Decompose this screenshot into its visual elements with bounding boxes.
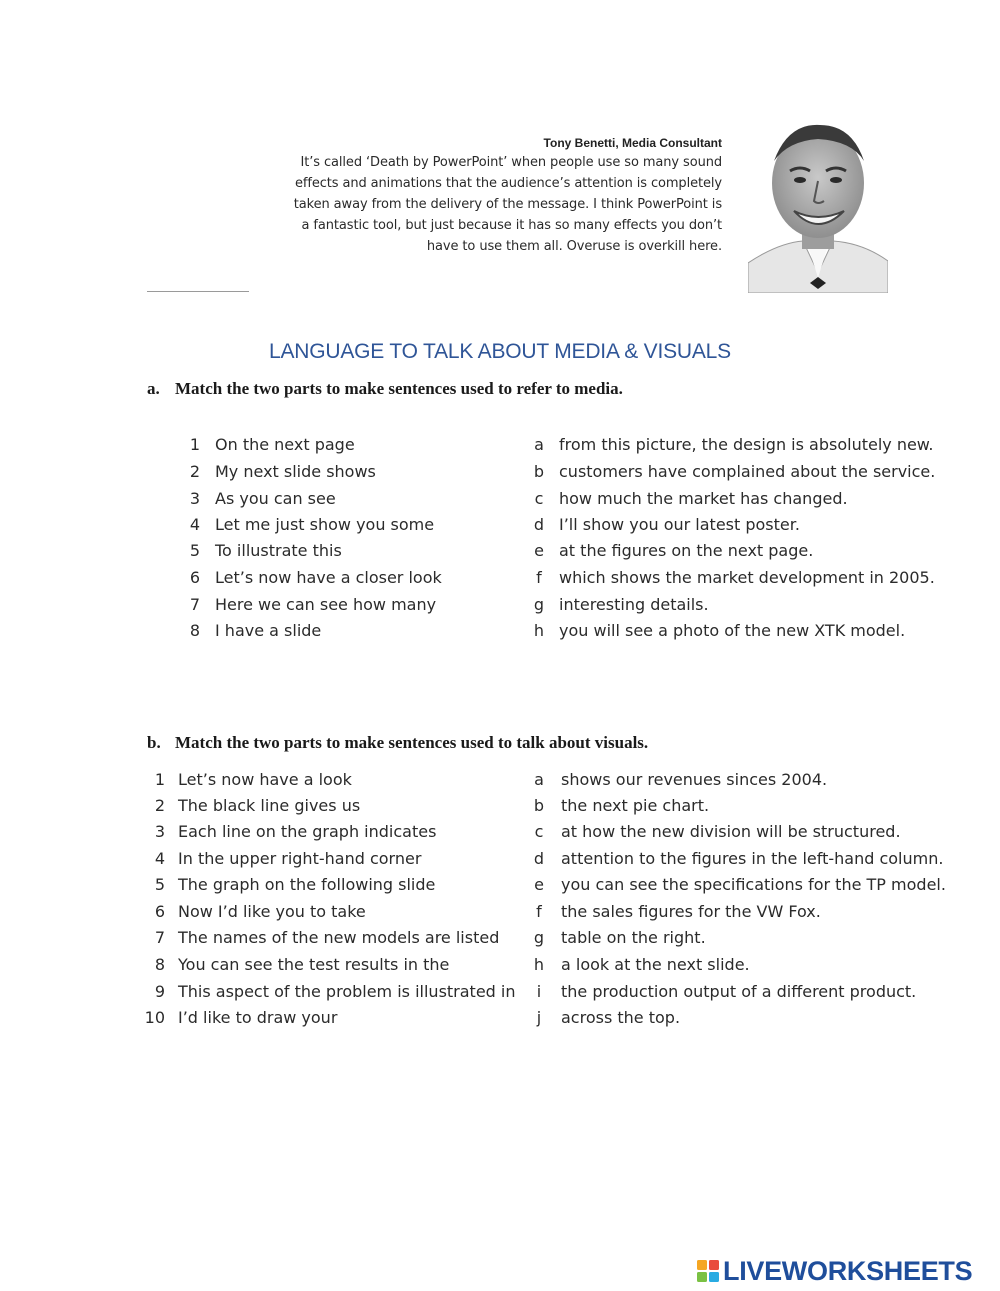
option-letter: f [536, 902, 542, 921]
item-text: To illustrate this [215, 541, 342, 560]
item-text: Now I’d like you to take [178, 902, 366, 921]
item-number: 1 [189, 435, 200, 454]
match-row [0, 849, 1000, 875]
match-row [0, 541, 1000, 567]
item-number: 3 [189, 489, 200, 508]
item-text: I’d like to draw your [178, 1008, 338, 1027]
option-letter: e [534, 541, 544, 560]
divider-rule [147, 291, 249, 292]
item-text: This aspect of the problem is illustrated in [178, 982, 516, 1001]
quote-attribution: Tony Benetti, Media Consultant [543, 136, 722, 150]
match-row [0, 1008, 1000, 1034]
option-letter: h [533, 621, 545, 640]
item-text: As you can see [215, 489, 336, 508]
item-number: 8 [189, 621, 200, 640]
option-letter: j [536, 1008, 542, 1027]
match-row [0, 515, 1000, 541]
item-number: 6 [189, 568, 200, 587]
match-row [0, 595, 1000, 621]
quote-line: effects and animations that the audience’s attention is completely [294, 176, 722, 191]
match-row [0, 435, 1000, 461]
item-text: You can see the test results in the [178, 955, 450, 974]
option-letter: g [533, 595, 545, 614]
item-text: Each line on the graph indicates [178, 822, 437, 841]
instruction-b [147, 733, 648, 753]
item-text: In the upper right-hand corner [178, 849, 422, 868]
option-letter: b [533, 796, 545, 815]
match-row [0, 928, 1000, 954]
quote-line: a fantastic tool, but just because it has so many effects you don’t [301, 218, 722, 233]
option-text: the sales figures for the VW Fox. [561, 902, 821, 921]
item-number: 5 [189, 541, 200, 560]
item-number: 4 [189, 515, 200, 534]
consultant-portrait [748, 113, 888, 293]
option-text: a look at the next slide. [561, 955, 750, 974]
item-number: 5 [154, 875, 165, 894]
match-row [0, 489, 1000, 515]
match-row [0, 568, 1000, 594]
item-number: 6 [154, 902, 165, 921]
match-row [0, 621, 1000, 647]
option-text: attention to the figures in the left-hand column. [561, 849, 944, 868]
option-letter: i [536, 982, 542, 1001]
item-text: The graph on the following slide [178, 875, 436, 894]
option-letter: c [534, 489, 544, 508]
quote-line: have to use them all. Overuse is overkill here. [426, 239, 722, 254]
option-text: at the figures on the next page. [559, 541, 814, 560]
option-text: the next pie chart. [561, 796, 710, 815]
instruction-letter: a. [147, 379, 160, 398]
item-number: 9 [154, 982, 165, 1001]
option-letter: c [534, 822, 544, 841]
item-text: On the next page [215, 435, 355, 454]
item-text: The names of the new models are listed [178, 928, 500, 947]
match-row [0, 875, 1000, 901]
item-number: 2 [189, 462, 200, 481]
option-text: you can see the specifications for the TP model. [561, 875, 946, 894]
option-text: how much the market has changed. [559, 489, 848, 508]
item-number: 3 [154, 822, 165, 841]
match-row [0, 770, 1000, 796]
option-text: you will see a photo of the new XTK model. [559, 621, 906, 640]
option-letter: b [533, 462, 545, 481]
item-text: Let’s now have a look [178, 770, 352, 789]
item-number: 7 [189, 595, 200, 614]
item-text: My next slide shows [215, 462, 376, 481]
section-heading: LANGUAGE TO TALK ABOUT MEDIA & VISUALS [269, 340, 731, 363]
option-letter: d [533, 515, 545, 534]
option-text: shows our revenues sinces 2004. [561, 770, 828, 789]
option-letter: g [533, 928, 545, 947]
item-number: 1 [154, 770, 165, 789]
quote-line: It’s called ‘Death by PowerPoint’ when people use so many sound [300, 155, 722, 170]
option-letter: a [534, 770, 544, 789]
item-number: 4 [154, 849, 165, 868]
item-text: Let me just show you some [215, 515, 435, 534]
item-number: 7 [154, 928, 165, 947]
instruction-text: Match the two parts to make sentences used to refer to media. [175, 379, 623, 398]
item-text: Let’s now have a closer look [215, 568, 442, 587]
option-text: the production output of a different product. [561, 982, 917, 1001]
logo-text: LIVEWORKSHEETS [723, 1256, 973, 1286]
option-text: table on the right. [561, 928, 706, 947]
match-row [0, 462, 1000, 488]
option-letter: h [533, 955, 545, 974]
option-letter: e [534, 875, 544, 894]
item-text: Here we can see how many [215, 595, 437, 614]
match-row [0, 902, 1000, 928]
item-number: 8 [154, 955, 165, 974]
item-number: 10 [144, 1008, 165, 1027]
option-letter: d [533, 849, 545, 868]
option-text: from this picture, the design is absolutely new. [559, 435, 934, 454]
match-row [0, 796, 1000, 822]
item-text: The black line gives us [178, 796, 361, 815]
option-text: customers have complained about the service. [559, 462, 936, 481]
option-text: at how the new division will be structured. [561, 822, 901, 841]
logo-grid-icon [697, 1260, 719, 1282]
match-row [0, 955, 1000, 981]
item-text: I have a slide [215, 621, 322, 640]
option-text: interesting details. [559, 595, 709, 614]
instruction-text: Match the two parts to make sentences used to talk about visuals. [175, 733, 649, 752]
option-text: which shows the market development in 2005. [559, 568, 935, 587]
instruction-letter: b. [147, 733, 161, 752]
option-text: I’ll show you our latest poster. [559, 515, 800, 534]
option-text: across the top. [561, 1008, 681, 1027]
option-letter: f [536, 568, 542, 587]
instruction-a [147, 379, 623, 399]
match-row [0, 822, 1000, 848]
quote-line: taken away from the delivery of the message. I think PowerPoint is [293, 197, 722, 212]
item-number: 2 [154, 796, 165, 815]
match-row [0, 982, 1000, 1008]
option-letter: a [534, 435, 544, 454]
